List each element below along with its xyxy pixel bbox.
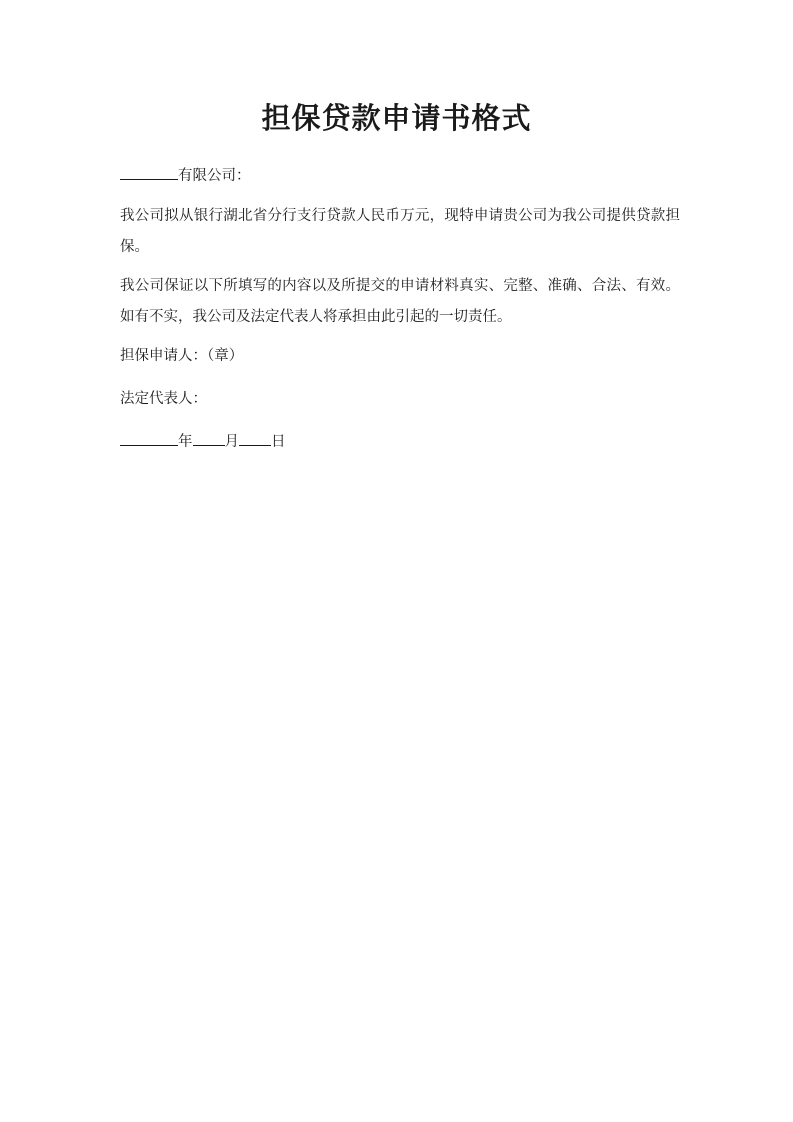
day-blank (239, 433, 271, 446)
paragraph-loan-request: 我公司拟从银行湖北省分行支行贷款人民币万元，现特申请贵公司为我公司提供贷款担保。 (120, 208, 680, 255)
month-blank (193, 433, 225, 446)
year-blank (120, 433, 178, 446)
date-line (120, 427, 680, 458)
legal-representative-label: 法定代表人： (120, 391, 207, 407)
day-label: 日 (271, 434, 286, 450)
salutation-suffix: 有限公司： (178, 168, 251, 184)
document-title: 担保贷款申请书格式 (261, 101, 532, 135)
year-label: 年 (178, 434, 193, 450)
company-name-blank (120, 167, 178, 180)
paragraph-guarantee: 我公司保证以下所填写的内容以及所提交的申请材料真实、完整、准确、合法、有效。如有不实，我公司及法定代表人将承担由此引起的一切责任。 (120, 278, 680, 325)
month-label: 月 (224, 434, 239, 450)
salutation-line (120, 161, 680, 192)
applicant-label: 担保申请人：（章） (120, 348, 244, 364)
